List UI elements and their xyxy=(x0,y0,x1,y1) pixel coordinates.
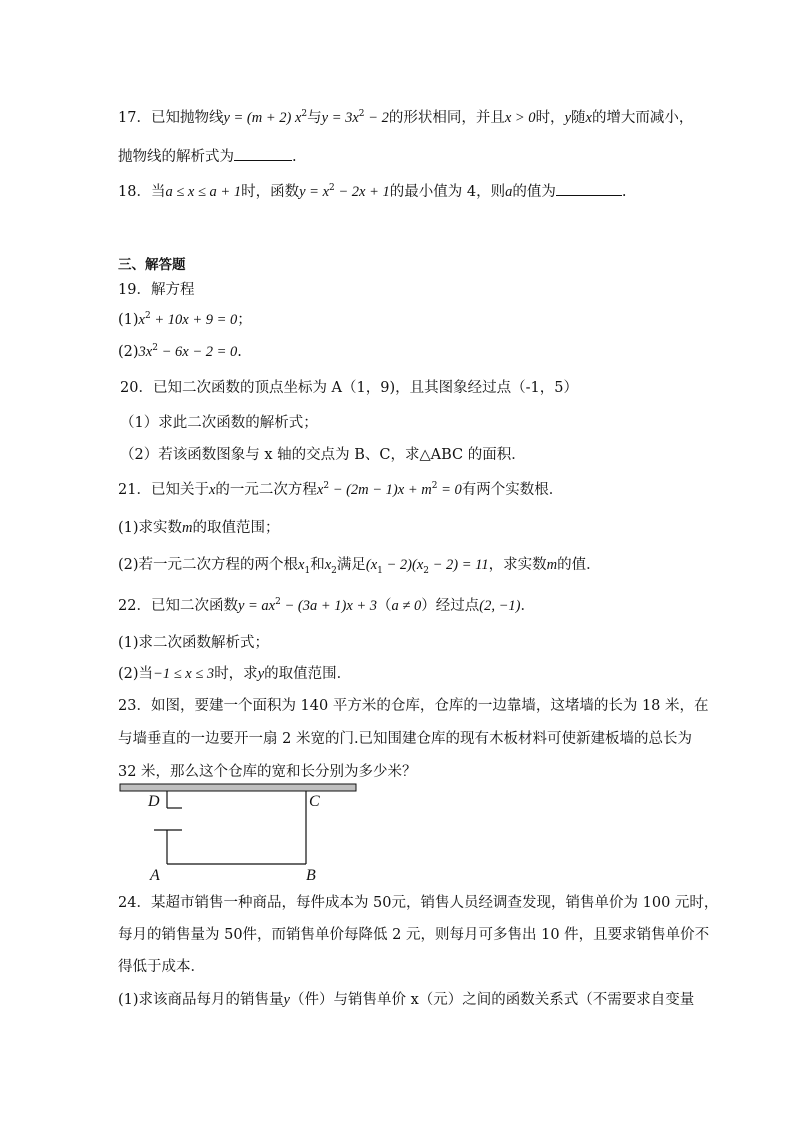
label-d: D xyxy=(148,793,160,810)
q20-sub1: （1）求此二次函数的解析式； xyxy=(120,415,318,431)
q23-line3: 32 米，那么这个仓库的宽和长分别为多少米？ xyxy=(118,764,417,780)
q19-sub2: $(2)3x^2 - 6x - 2 = 0$. xyxy=(118,343,242,360)
q24-sub1: (1)求该商品每月的销售量y（件）与销售单价 x（元）之间的函数关系式（不需要求自变量 xyxy=(118,992,695,1008)
q21-sub1: (1)求实数m的取值范围； xyxy=(118,520,280,536)
q21-sub2: (2)若一元二次方程的两个根$x_1$和$x_2$满足$(x_1 - 2)(x_2 - 2) = 11$，求实数m的值． xyxy=(118,557,601,576)
q24-line1: 24．某超市销售一种商品，每件成本为 50元，销售人员经调查发现，销售单价为 100 元时， xyxy=(118,895,719,911)
q19-sub1: $(1)x^2 + 10x + 9 = 0$； xyxy=(118,311,252,328)
warehouse-diagram xyxy=(116,782,361,882)
q22-sub1: (1)求二次函数解析式； xyxy=(118,635,270,651)
section-title: 三、解答题 xyxy=(118,257,186,273)
q24-line2: 每月的销售量为 50件，而销售单价每降低 2 元，则每月可多售出 10 件，且要求销售单价不 xyxy=(118,927,710,943)
q20-line1: 20．已知二次函数的顶点坐标为 A（1，9)，且其图象经过点（-1，5） xyxy=(120,380,578,396)
q23-line2: 与墙垂直的一边要开一扇 2 米宽的门.已知围建仓库的现有木板材料可使新建板墙的总长为 xyxy=(118,731,693,747)
wall xyxy=(120,784,356,791)
q18-line: 18．当a ≤ x ≤ a + 1时，函数$y = x^2 - 2x + 1$的最小值为 4，则a的值为 . xyxy=(118,181,626,202)
q17-line2: 抛物线的解析式为 . xyxy=(118,146,297,167)
label-c: C xyxy=(309,793,320,810)
q22-line1: 22．已知二次函数$y = ax^2 - (3a + 1)x + 3(a \ne 0)$经过点(2, −1)． xyxy=(118,597,535,614)
label-b: B xyxy=(306,867,316,882)
answer-blank xyxy=(556,181,622,196)
q20-sub2: （2）若该函数图象与 x 轴的交点为 B、C，求△ABC 的面积． xyxy=(120,447,526,463)
q17-line1: 17．已知抛物线y = (m + 2) $x^2$与$y = 3x^2 - 2$的形状相同，并且x > 0时，y随x的增大而减小， xyxy=(118,109,694,126)
label-a: A xyxy=(150,867,160,882)
q22-sub2: (2)当−1 ≤ x ≤ 3时，求y的取值范围． xyxy=(118,666,352,682)
q19-title: 19．解方程 xyxy=(118,282,195,298)
q24-line3: 得低于成本． xyxy=(118,959,205,975)
q21-line1: 21．已知关于x的一元二次方程$x^2 - (2m - 1)x + m^2 = 0$有两个实数根． xyxy=(118,481,564,498)
q23-line1: 23．如图，要建一个面积为 140 平方米的仓库，仓库的一边靠墙，这堵墙的长为 18 米，在 xyxy=(118,698,709,714)
answer-blank xyxy=(234,146,292,161)
